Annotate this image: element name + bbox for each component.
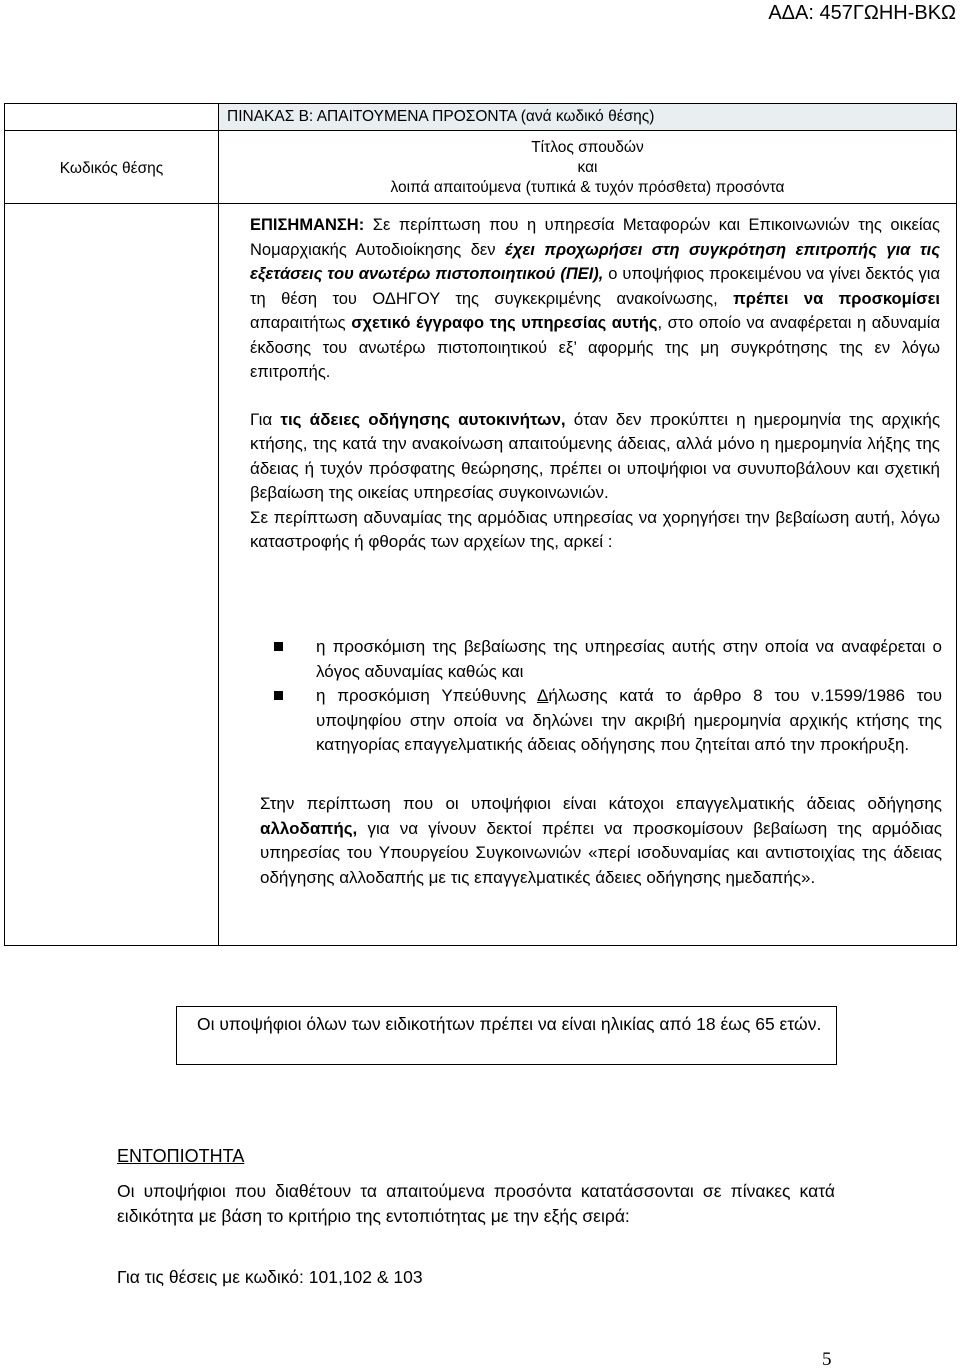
note-paragraph: [250, 213, 940, 385]
foreign-text: Στην περίπτωση που οι υποψήφιοι είναι κάτοχοι επαγγελματικής άδειας οδήγησης: [260, 794, 942, 813]
list-item-text: η προσκόμιση της βεβαίωσης της υπηρεσίας αυτής στην οποία να αναφέρεται ο λόγος αδυναμίας καθώς και: [316, 637, 942, 681]
header-line: Τίτλος σπουδών: [531, 139, 644, 156]
list-item: [262, 635, 942, 684]
divider: [5, 130, 956, 131]
header-line: λοιπά απαιτούμενα (τυπικά & τυχόν πρόσθετα) προσόντα: [390, 179, 785, 196]
foreign-emphasis: αλλοδαπής,: [260, 818, 358, 838]
position-codes: Για τις θέσεις με κωδικό: 101,102 & 103: [117, 1267, 423, 1287]
locality-heading: ΕΝΤΟΠΙΟΤΗΤΑ: [117, 1146, 245, 1166]
square-bullet-icon: [274, 642, 283, 651]
header-line: και: [577, 159, 598, 176]
qualifications-column-header: [219, 138, 956, 198]
column-divider: [218, 104, 219, 945]
square-bullet-icon: [274, 691, 283, 700]
page-number: 5: [822, 1349, 832, 1370]
locality-text: Οι υποψήφιοι που διαθέτουν τα απαιτούμενα προσόντα κατατάσσονται σε πίνακες κατά ειδικότητα με βάση το κριτήριο της εντοπιότητας με την εξής σειρά:: [117, 1181, 835, 1226]
table-title-row: [219, 104, 956, 130]
licenses-emphasis: τις άδειες οδήγησης αυτοκινήτων,: [280, 409, 566, 429]
note-emphasis: σχετικό έγγραφο της υπηρεσίας αυτής: [351, 314, 658, 332]
note-emphasis: έχει προχωρήσει στη συγκρότηση επιτροπής για τις εξετάσεις του ανωτέρω πιστοποιητικού (ΠΕΙ),: [250, 240, 940, 283]
note-text: , στο οποίο να αναφέρεται η αδυναμία έκδοσης του ανωτέρω πιστοποιητικού εξ’ αφορμής της μη συγκρότησης της εν λόγω επιτροπής.: [250, 314, 941, 381]
note-label: ΕΠΙΣΗΜΑΝΣΗ:: [250, 216, 365, 234]
list-item-text: ήλωσης κατά το άρθρο 8 του ν.1599/1986 του υποψηφίου στην οποία να δηλώνει την ακριβή ημερομηνία αρχικής κτήσης της κατηγορίας επαγγελματικής άδειας οδήγησης που ζητείται από την προκήρυξη.: [316, 686, 942, 754]
list-item-text: Δ: [537, 686, 549, 705]
code-column-header: Κωδικός θέσης: [59, 160, 164, 177]
note-text: απαραιτήτως: [250, 314, 352, 332]
list-item-text: η προσκόμιση Υπεύθυνης: [316, 686, 538, 705]
note-text: Σε περίπτωση που η υπηρεσία Μεταφορών και Επικοινωνιών της οικείας Νομαρχιακής Αυτοδιοίκησης δεν: [250, 216, 940, 259]
list-item: [262, 684, 942, 758]
licenses-paragraph: [250, 408, 940, 506]
foreign-license-paragraph: [260, 792, 942, 890]
foreign-text: για να γίνουν δεκτοί πρέπει να προσκομίσουν βεβαίωση της αρμόδιας υπηρεσίας του Υπουργείου Συγκοινωνιών «περί ισοδυναμίας και αντιστοιχίας της άδειας οδήγησης αλλοδαπής με τις επαγγελματικές άδειες οδήγησης ημεδαπής».: [260, 818, 942, 887]
divider: [5, 203, 956, 204]
age-requirement-text: Οι υποψήφιοι όλων των ειδικοτήτων πρέπει να είναι ηλικίας από 18 έως 65 ετών.: [197, 1014, 822, 1034]
age-requirement-box: [176, 1006, 837, 1065]
bullet-list: [262, 635, 942, 758]
ada-code: ΑΔΑ: 457ΓΩΗΗ-ΒΚΩ: [768, 2, 956, 24]
note-text: ο υποψήφιος προκειμένου να γίνει δεκτός για τη θέση του ΟΔΗΓΟΥ της συγκεκριμένης ανακοίνωσης,: [250, 265, 940, 308]
table-content: [250, 213, 940, 555]
table-title: ΠΙΝΑΚΑΣ Β: ΑΠΑΙΤΟΥΜΕΝΑ ΠΡΟΣΟΝΤΑ (ανά κωδικό θέσης): [227, 108, 655, 125]
note-emphasis: πρέπει να προσκομίσει: [733, 289, 940, 308]
licenses-text: Για: [250, 409, 281, 429]
inability-paragraph: Σε περίπτωση αδυναμίας της αρμόδιας υπηρεσίας να χορηγήσει την βεβαίωση αυτή, λόγω καταστροφής ή φθοράς των αρχείων της, αρκεί :: [250, 507, 940, 551]
licenses-text: όταν δεν προκύπτει η ημερομηνία της αρχικής κτήσης, της κατά την ανακοίνωση απαιτούμενης άδειας, αλλά μόνο η ημερομηνία λήξης της άδειας ή τυχόν πρόσφατης θεώρησης, πρέπει οι υποψήφιοι να συνυποβάλουν και σχετική βεβαίωση της οικείας υπηρεσίας συγκοινωνιών.: [250, 409, 941, 502]
